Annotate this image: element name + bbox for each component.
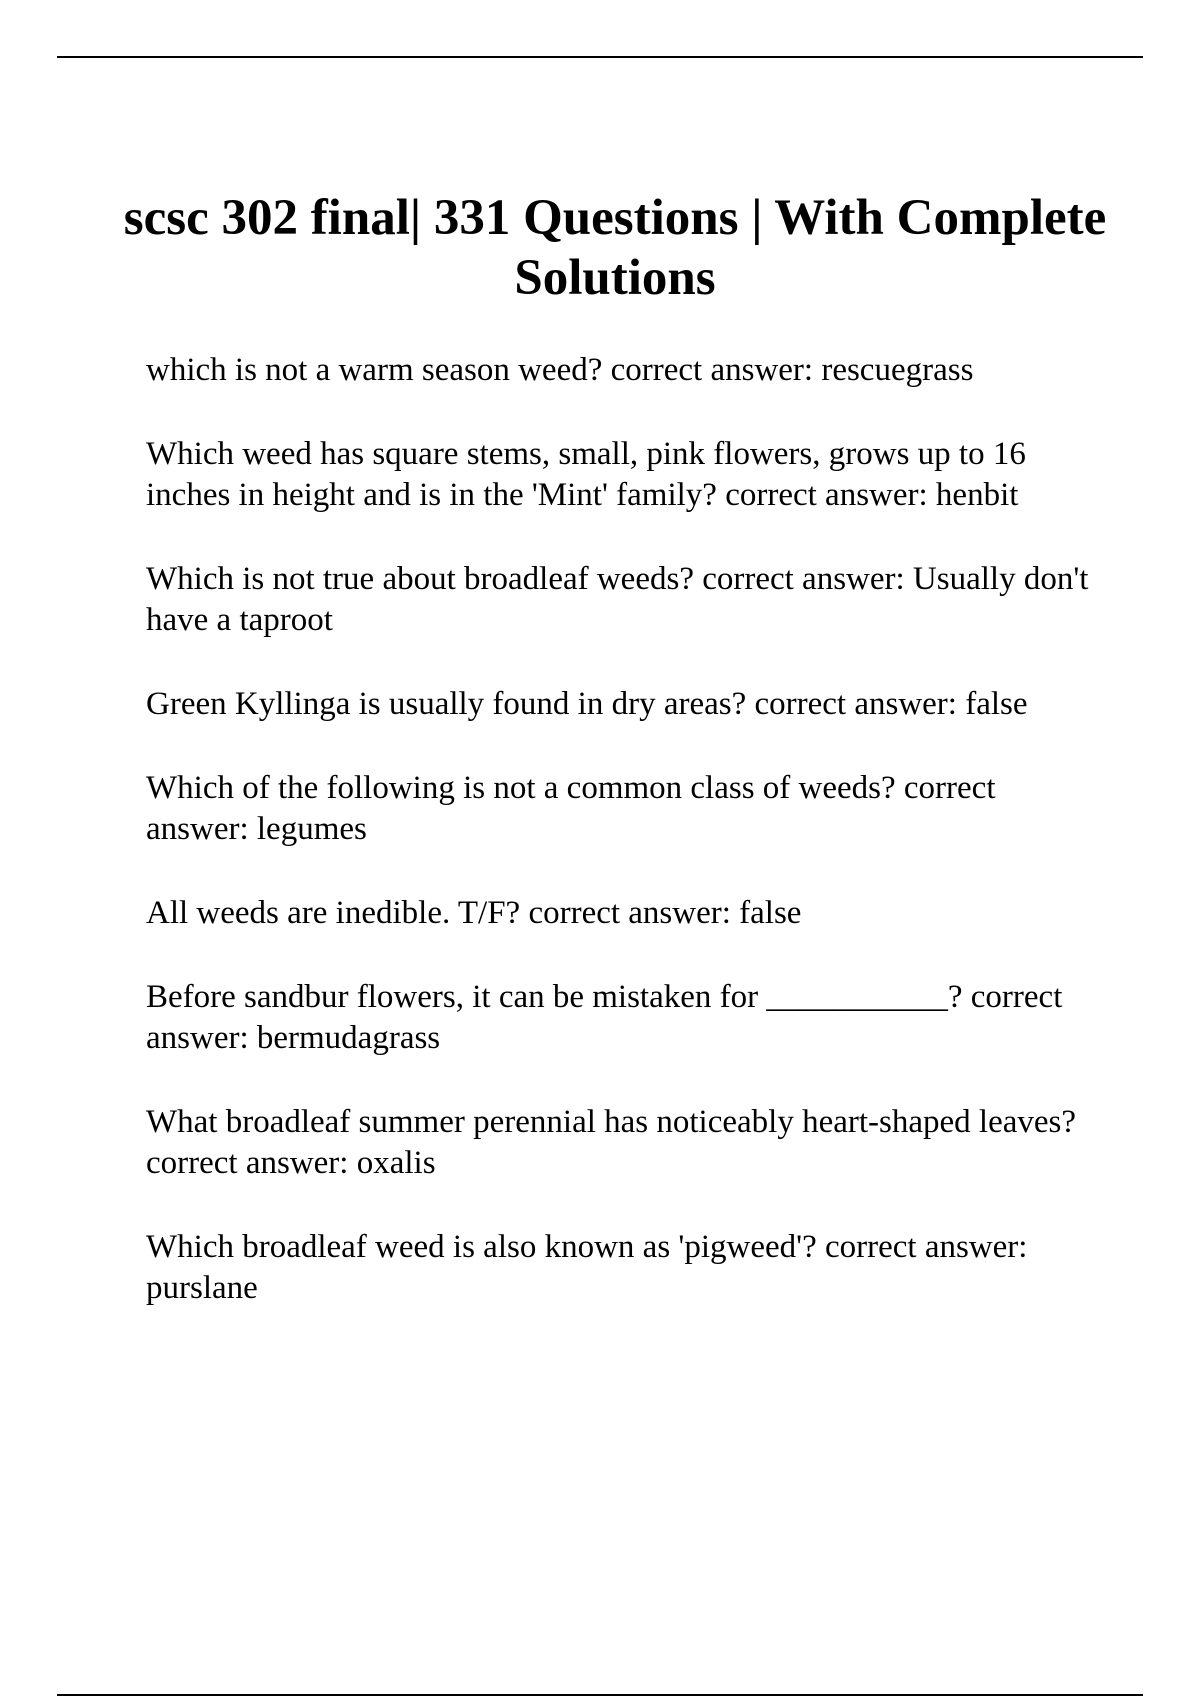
question-answer-item: All weeds are inedible. T/F? correct answer: false — [146, 895, 802, 931]
question-answer-item: Which broadleaf weed is also known as 'pigweed'? correct answer: purslane — [146, 1229, 1028, 1306]
footer-rule — [57, 1694, 1143, 1696]
document-title: scsc 302 final| 331 Questions | With Complete Solutions — [123, 190, 1107, 306]
header-rule — [57, 56, 1143, 58]
question-answer-item: Which of the following is not a common class of weeds? correct answer: legumes — [146, 770, 996, 847]
question-answer-item: which is not a warm season weed? correct answer: rescuegrass — [146, 352, 974, 388]
question-answer-item: Before sandbur flowers, it can be mistaken for ___________? correct answer: bermudagrass — [146, 979, 1063, 1056]
question-list — [146, 350, 1096, 1352]
question-answer-item: Green Kyllinga is usually found in dry areas? correct answer: false — [146, 686, 1028, 722]
question-answer-item: What broadleaf summer perennial has noticeably heart-shaped leaves? correct answer: oxalis — [146, 1104, 1076, 1181]
question-answer-item: Which is not true about broadleaf weeds? correct answer: Usually don't have a taproot — [146, 561, 1089, 638]
question-answer-item: Which weed has square stems, small, pink flowers, grows up to 16 inches in height and is in the 'Mint' family? correct answer: henbit — [146, 436, 1026, 513]
